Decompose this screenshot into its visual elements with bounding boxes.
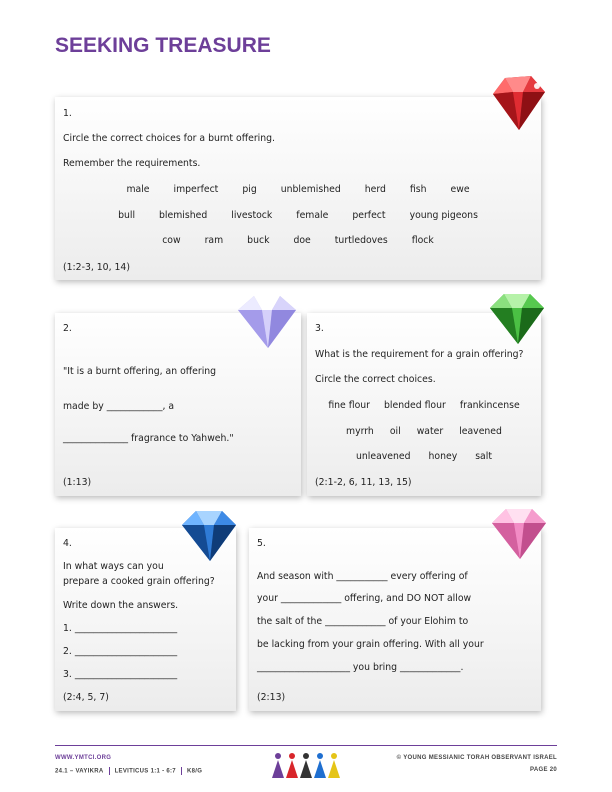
page-title: SEEKING TREASURE — [55, 34, 271, 57]
question-text: your _____________ offering, and DO NOT allow — [257, 593, 472, 604]
choice-word[interactable]: oil — [389, 426, 401, 437]
question-instruction: Circle the correct choices for a burnt offering. — [63, 133, 275, 144]
question-text: "It is a burnt offering, an offering — [63, 366, 217, 377]
choice-word[interactable]: fish — [409, 184, 427, 195]
question-text: the salt of the _____________ of your Elohim to — [257, 616, 469, 627]
choice-row — [307, 451, 541, 462]
choice-row — [55, 210, 541, 221]
choice-word[interactable]: myrrh — [346, 426, 374, 437]
ymtoi-logo-icon — [270, 750, 350, 780]
choice-word[interactable]: buck — [247, 235, 270, 246]
question-text: made by ____________, a — [63, 401, 175, 412]
question-number: 2. — [63, 323, 72, 334]
footer-lesson-info — [55, 767, 202, 775]
lavender-gem-icon — [234, 292, 300, 352]
pink-gem-icon — [488, 505, 550, 563]
choice-word[interactable]: flock — [411, 235, 434, 246]
choice-word[interactable]: turtledoves — [334, 235, 388, 246]
footer-lesson: 24.1 – VAYIKRA — [55, 768, 104, 775]
footer-copyright: © YOUNG MESSIANIC TORAH OBSERVANT ISRAEL — [396, 755, 557, 761]
choice-word[interactable]: cow — [162, 235, 181, 246]
choice-word[interactable]: unblemished — [280, 184, 341, 195]
question-text: ____________________ you bring _____________. — [257, 662, 464, 673]
question-instruction: What is the requirement for a grain offering? — [315, 349, 524, 360]
question-instruction: Circle the correct choices. — [315, 374, 436, 385]
footer-grade: K8/G — [186, 768, 203, 775]
choice-word[interactable]: ram — [204, 235, 224, 246]
choice-word[interactable]: perfect — [352, 210, 386, 221]
choice-word[interactable]: bull — [118, 210, 136, 221]
answer-line[interactable]: 3. ______________________ — [63, 669, 178, 680]
answer-line[interactable]: 2. ______________________ — [63, 646, 178, 657]
scripture-reference: (2:4, 5, 7) — [63, 692, 109, 703]
choice-word[interactable]: salt — [475, 451, 492, 462]
question-number: 4. — [63, 538, 72, 549]
choice-word[interactable]: livestock — [231, 210, 273, 221]
answer-line[interactable]: 1. ______________________ — [63, 623, 178, 634]
choice-word[interactable]: honey — [428, 451, 458, 462]
choice-row — [307, 426, 541, 437]
question-text: ______________ fragrance to Yahweh." — [63, 433, 234, 444]
question-number: 1. — [63, 108, 72, 119]
question-instruction: Remember the requirements. — [63, 158, 201, 169]
question-number: 5. — [257, 538, 266, 549]
choice-word[interactable]: unleavened — [355, 451, 411, 462]
scripture-reference: (2:1-2, 6, 11, 13, 15) — [315, 477, 412, 488]
footer-page: PAGE 20 — [530, 767, 557, 773]
choice-word[interactable]: female — [296, 210, 329, 221]
choice-word[interactable]: doe — [293, 235, 311, 246]
question-text: In what ways can you — [63, 561, 164, 572]
question-text: And season with ___________ every offering of — [257, 571, 468, 582]
choice-word[interactable]: water — [416, 426, 444, 437]
choice-row — [55, 235, 541, 246]
choice-row — [307, 400, 541, 411]
choice-word[interactable]: fine flour — [328, 400, 370, 411]
footer-chapter: LEVITICUS 1:1 - 6:7 — [114, 768, 176, 775]
question-text: prepare a cooked grain offering? — [63, 576, 215, 587]
scripture-reference: (1:2-3, 10, 14) — [63, 262, 130, 273]
choice-row — [55, 184, 541, 195]
choice-word[interactable]: blended flour — [384, 400, 446, 411]
footer-divider — [55, 745, 557, 746]
scripture-reference: (1:13) — [63, 477, 92, 488]
choice-word[interactable]: blemished — [159, 210, 208, 221]
choice-word[interactable]: young pigeons — [409, 210, 478, 221]
choice-word[interactable]: male — [126, 184, 150, 195]
blue-gem-icon — [178, 507, 240, 565]
choice-word[interactable]: pig — [242, 184, 257, 195]
question-text: be lacking from your grain offering. With all your — [257, 639, 484, 650]
scripture-reference: (2:13) — [257, 692, 286, 703]
choice-word[interactable]: ewe — [450, 184, 470, 195]
choice-word[interactable]: herd — [364, 184, 386, 195]
question-number: 3. — [315, 323, 324, 334]
green-gem-icon — [486, 290, 548, 348]
red-gem-icon — [487, 72, 549, 134]
choice-word[interactable]: leavened — [459, 426, 502, 437]
question-card-1 — [55, 97, 541, 280]
footer-site[interactable]: WWW.YMTCI.ORG — [55, 755, 112, 761]
choice-word[interactable]: frankincense — [459, 400, 520, 411]
choice-word[interactable]: imperfect — [173, 184, 219, 195]
question-instruction: Write down the answers. — [63, 600, 179, 611]
